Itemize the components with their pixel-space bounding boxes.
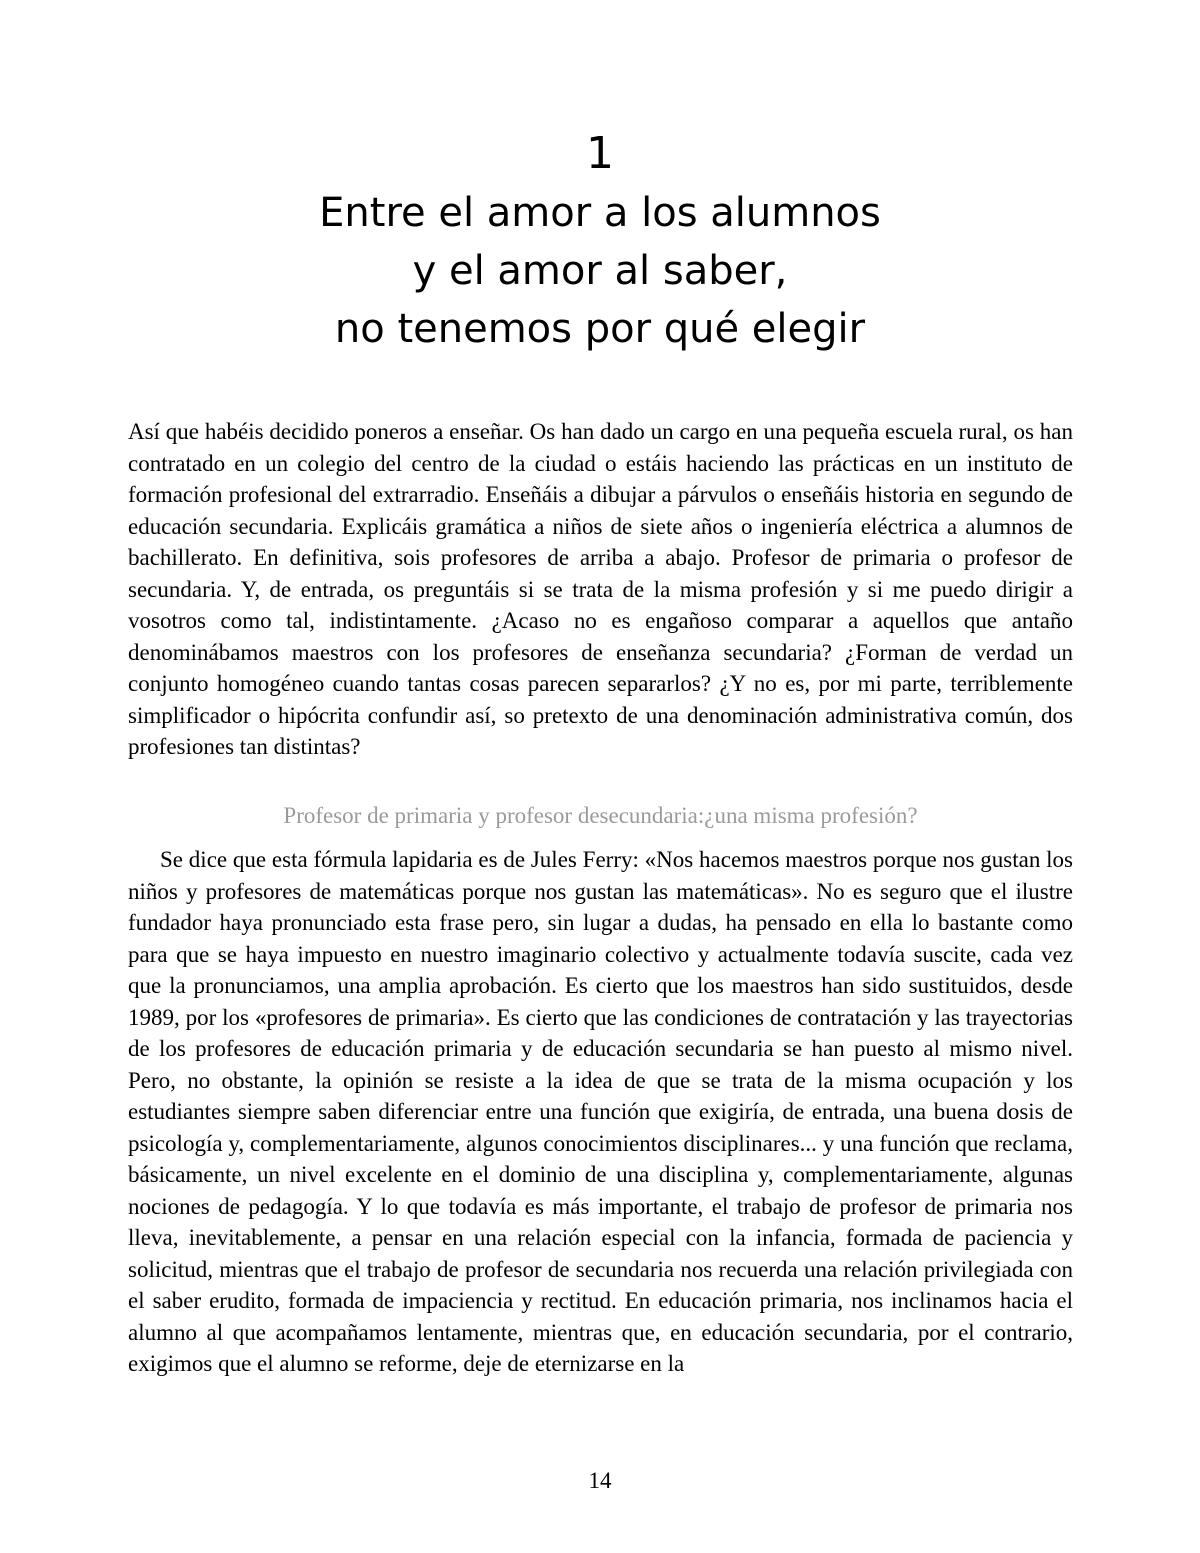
chapter-title bbox=[0, 184, 1200, 358]
chapter-title-line: y el amor al saber, bbox=[412, 248, 788, 294]
chapter-title-line: no tenemos por qué elegir bbox=[334, 306, 866, 352]
body-paragraph: Así que habéis decidido poneros a enseñar. Os han dado un cargo en una pequeña escuela rural, os han contratado en un colegio del centro de la ciudad o estáis haciendo las prácticas en un instituto de formación profesional del extrarradio. Enseñáis a dibujar a párvulos o enseñáis historia en segundo de educación secundaria. Explicáis gramática a niños de siete años o ingeniería eléctrica a alumnos de bachillerato. En definitiva, sois profesores de arriba a abajo. Profesor de primaria o profesor de secundaria. Y, de entrada, os preguntáis si se trata de la misma profesión y si me puedo dirigir a vosotros como tal, indistintamente. ¿Acaso no es engañoso comparar a aquellos que antaño denominábamos maestros con los profesores de enseñanza secundaria? ¿Forman de verdad un conjunto homogéneo cuando tantas cosas parecen separarlos? ¿Y no es, por mi parte, terriblemente simplificador o hipócrita confundir así, so pretexto de una denominación administrativa común, dos profesiones tan distintas? bbox=[128, 419, 1073, 759]
chapter-number: 1 bbox=[586, 128, 614, 179]
page-number: 14 bbox=[588, 1468, 612, 1493]
chapter-title-line: Entre el amor a los alumnos bbox=[319, 190, 881, 236]
section-subheading: Profesor de primaria y profesor desecundaria:¿una misma profesión? bbox=[283, 803, 918, 828]
body-paragraph: Se dice que esta fórmula lapidaria es de Jules Ferry: «Nos hacemos maestros porque nos gustan los niños y profesores de matemáticas porque nos gustan las matemáticas». No es seguro que el ilustre fundador haya pronunciado esta frase pero, sin lugar a dudas, ha pensado en ella lo bastante como para que se haya impuesto en nuestro imaginario colectivo y actualmente todavía suscite, cada vez que la pronunciamos, una amplia aprobación. Es cierto que los maestros han sido sustituidos, desde 1989, por los «profesores de primaria». Es cierto que las condiciones de contratación y las trayectorias de los profesores de educación primaria y de educación secundaria se han puesto al mismo nivel. Pero, no obstante, la opinión se resiste a la idea de que se trata de la misma ocupación y los estudiantes siempre saben diferenciar entre una función que exigiría, de entrada, una buena dosis de psicología y, complementariamente, algunos conocimientos disciplinares... y una función que reclama, básicamente, un nivel excelente en el dominio de una disciplina y, complementariamente, algunas nociones de pedagogía. Y lo que todavía es más importante, el trabajo de profesor de primaria nos lleva, inevitablemente, a pensar en una relación especial con la infancia, formada de paciencia y solicitud, mientras que el trabajo de profesor de secundaria nos recuerda una relación privilegiada con el saber erudito, formada de impaciencia y rectitud. En educación primaria, nos inclinamos hacia el alumno al que acompañamos lentamente, mientras que, en educación secundaria, por el contrario, exigimos que el alumno se reforme, deje de eternizarse en la bbox=[128, 847, 1073, 1376]
